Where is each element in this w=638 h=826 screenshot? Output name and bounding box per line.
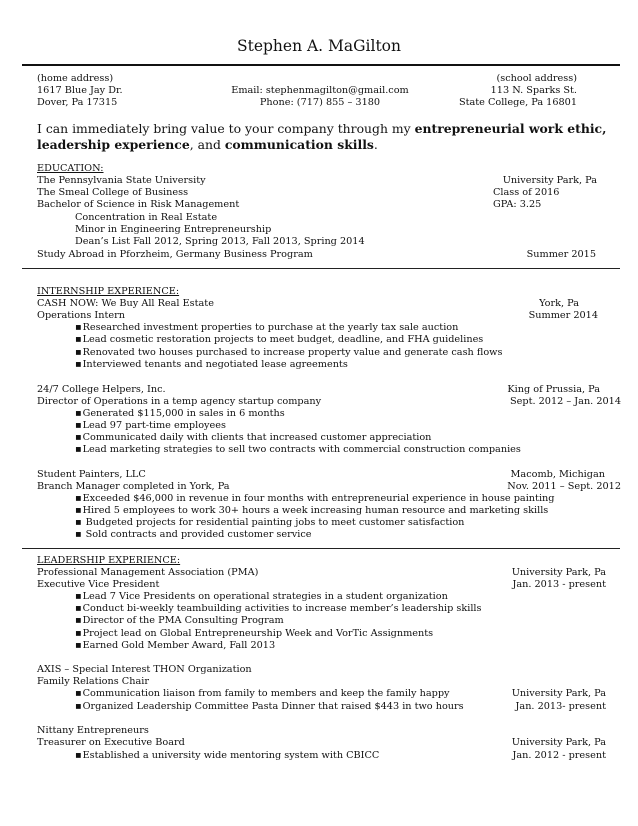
leadership-role-row — [37, 737, 606, 750]
objective-bold-2: communication skills — [224, 137, 374, 152]
leadership-bullet: ▪ Lead 7 Vice Presidents on operational strategies in a student organization — [75, 591, 448, 603]
leadership-bullet-row — [75, 750, 606, 763]
email-text: Email: stephenmagilton@gmail.com — [231, 85, 409, 96]
objective-text-1: I can immediately bring value to your company through my — [37, 121, 415, 136]
leadership-org: AXIS – Special Interest THON Organization — [37, 664, 252, 675]
job-bullet: ▪ Lead 97 part-time employees — [75, 420, 226, 432]
leadership-location: University Park, Pa — [511, 737, 606, 748]
job-bullet: ▪ Interviewed tenants and negotiated lease agreements — [75, 359, 348, 371]
job-bullet: ▪ Researched investment properties to purchase at the yearly tax sale auction — [75, 322, 458, 334]
school-location: University Park, Pa — [502, 175, 597, 186]
job-role: Branch Manager completed in York, Pa — [37, 481, 230, 492]
education-title: EDUCATION: — [37, 163, 104, 174]
job-bullet: ▪ Generated $115,000 in sales in 6 months — [75, 408, 285, 420]
job-role: Director of Operations in a temp agency startup company — [37, 396, 322, 407]
leadership-org: Professional Management Association (PMA) — [37, 567, 259, 578]
section-divider — [22, 548, 620, 549]
leadership-bullet: ▪ Established a university wide mentoring system with CBICC — [75, 750, 379, 762]
job-location: King of Prussia, Pa — [507, 384, 600, 395]
job-location: Macomb, Michigan — [510, 469, 605, 480]
leadership-bullet: ▪ Communication liaison from family to members and keep the family happy — [75, 688, 450, 700]
leadership-bullet: ▪ Director of the PMA Consulting Program — [75, 615, 284, 627]
job-bullet: ▪ Hired 5 employees to work 30+ hours a week increasing human resource and marketing skills — [75, 505, 548, 517]
leadership-date: Jan. 2012 - present — [512, 750, 606, 761]
objective-bold-1: entrepreneurial work ethic, leadership experience — [37, 121, 607, 152]
home-address-label: (home address) — [37, 73, 114, 84]
objective-text-3: . — [373, 137, 378, 152]
leadership-location: University Park, Pa — [511, 567, 606, 578]
resume-name: Stephen A. MaGilton — [236, 37, 401, 55]
internship-title: INTERNSHIP EXPERIENCE: — [37, 286, 180, 297]
school-name: The Pennsylvania State University — [37, 175, 206, 186]
job-bullet: ▪ Budgeted projects for residential painting jobs to meet customer satisfaction — [75, 517, 464, 529]
job-org: Student Painters, LLC — [37, 469, 146, 480]
study-abroad-date: Summer 2015 — [526, 249, 596, 260]
study-abroad: Study Abroad in Pforzheim, Germany Business Program — [37, 249, 313, 260]
job-role: Operations Intern — [37, 310, 125, 321]
job-bullet: ▪ Exceeded $46,000 in revenue in four months with entrepreneurial experience in house painting — [75, 493, 554, 505]
objective-text-2: , and — [189, 137, 225, 152]
minor: Minor in Engineering Entrepreneurship — [75, 224, 272, 235]
job-org: 24/7 College Helpers, Inc. — [37, 384, 166, 395]
leadership-role: Treasurer on Executive Board — [37, 737, 185, 748]
study-abroad-row — [37, 249, 596, 262]
education-degree-row — [37, 199, 589, 212]
leadership-role: Family Relations Chair — [37, 676, 149, 687]
leadership-bullet: ▪ Project lead on Global Entrepreneurship Week and VorTic Assignments — [75, 628, 433, 640]
section-divider — [22, 268, 620, 269]
job-bullet: ▪ Communicated daily with clients that increased customer appreciation — [75, 432, 431, 444]
job-org: CASH NOW: We Buy All Real Estate — [37, 298, 214, 309]
job-date: Summer 2014 — [528, 310, 598, 321]
school-city: State College, Pa 16801 — [458, 97, 577, 108]
job-location: York, Pa — [539, 298, 579, 309]
objective-statement — [37, 121, 607, 153]
class-year: Class of 2016 — [493, 187, 560, 198]
leadership-bullet-row — [75, 688, 606, 701]
leadership-role: Executive Vice President — [37, 579, 160, 590]
school-address-label: (school address) — [496, 73, 577, 84]
phone-text: Phone: (717) 855 – 3180 — [259, 97, 381, 108]
leadership-date: Jan. 2013 - present — [512, 579, 606, 590]
job-date: Sept. 2012 – Jan. 2014 — [510, 396, 621, 407]
concentration: Concentration in Real Estate — [75, 212, 218, 223]
job-bullet: ▪ Lead cosmetic restoration projects to meet budget, deadline, and FHA guidelines — [75, 334, 483, 346]
header-divider — [22, 64, 620, 66]
leadership-bullet: ▪ Earned Gold Member Award, Fall 2013 — [75, 640, 275, 652]
leadership-bullet: ▪ Conduct bi-weekly teambuilding activities to increase member’s leadership skills — [75, 603, 482, 615]
job-date: Nov. 2011 – Sept. 2012 — [507, 481, 621, 492]
leadership-title: LEADERSHIP EXPERIENCE: — [37, 555, 181, 566]
home-city: Dover, Pa 17315 — [37, 97, 118, 108]
degree: Bachelor of Science in Risk Management — [37, 199, 240, 210]
job-bullet: ▪ Renovated two houses purchased to increase property value and generate cash flows — [75, 347, 502, 359]
leadership-org: Nittany Entrepreneurs — [37, 725, 149, 736]
home-street: 1617 Blue Jay Dr. — [37, 85, 123, 96]
deans-list: Dean’s List Fall 2012, Spring 2013, Fall 2013, Spring 2014 — [75, 236, 365, 247]
leadership-date: Jan. 2013- present — [515, 701, 606, 712]
leadership-bullet-row — [75, 701, 606, 714]
gpa: GPA: 3.25 — [493, 199, 542, 210]
leadership-bullet: ▪ Organized Leadership Committee Pasta Dinner that raised $443 in two hours — [75, 701, 464, 713]
job-bullet: ▪ Lead marketing strategies to sell two contracts with commercial construction companies — [75, 444, 521, 456]
school-street: 113 N. Sparks St. — [490, 85, 577, 96]
job-bullet: ▪ Sold contracts and provided customer service — [75, 529, 311, 541]
college-name: The Smeal College of Business — [37, 187, 189, 198]
leadership-location: University Park, Pa — [511, 688, 606, 699]
